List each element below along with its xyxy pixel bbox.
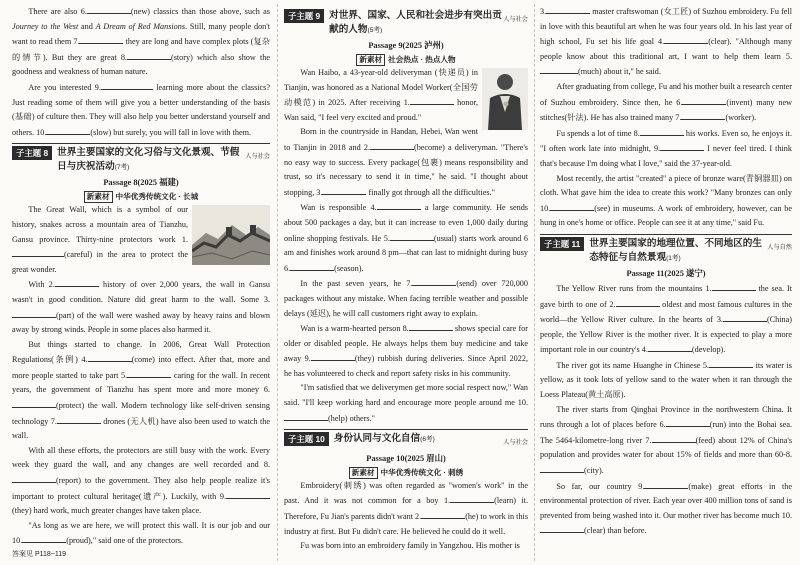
answer-blank[interactable] bbox=[409, 321, 453, 331]
subtopic-10-header bbox=[284, 429, 528, 451]
theme-label: 人与社会 bbox=[245, 153, 270, 161]
answer-blank[interactable] bbox=[450, 493, 494, 503]
answer-blank[interactable] bbox=[723, 312, 767, 322]
answer-blank[interactable] bbox=[12, 398, 56, 408]
answer-blank[interactable] bbox=[127, 368, 171, 378]
answer-blank[interactable] bbox=[666, 417, 710, 427]
answer-blank[interactable] bbox=[664, 34, 708, 44]
subtopic-tag: 子主题 10 bbox=[284, 432, 329, 446]
passage-title: Passage 8(2025 福建) bbox=[103, 178, 179, 188]
theme-label: 人与社会 bbox=[503, 16, 528, 23]
answer-blank[interactable] bbox=[46, 125, 90, 135]
subtopic-title: 对世界、国家、人民和社会进步有突出贡献的人物(5考) bbox=[329, 10, 502, 35]
answer-blank[interactable] bbox=[540, 64, 578, 74]
theme-label: 人与自然 bbox=[767, 243, 792, 251]
column-divider bbox=[534, 4, 535, 561]
subtopic-title: 世界主要国家的地理位置、不同地区的生态特征与自然景观(1考) bbox=[589, 237, 762, 263]
column-divider bbox=[277, 4, 278, 561]
paragraph: Wan is responsible 4. a large community. He sends about 500 packages a day, but it can increase to even 1,000 daily during online shopping festivals. He 5. (usual) starts work around 6 am and finishes work around 8 pm—that can last to midnight during busy 6. (season). bbox=[284, 200, 528, 276]
paragraph: With 2. history of over 2,000 years, the wall in Gansu wasn't in good condition. Nature did great harm to the wall. Some 3.(part) of the wall were washed away by heavy rains and blown away by strong winds. People in some places also harmed it. bbox=[12, 277, 270, 337]
paragraph: "As long as we are here, we will protect this wall. It is our job and our 10. (proud)," said one of the protectors. bbox=[12, 520, 270, 546]
paragraph: Wan is a warm-hearted person 8. shows special care for older or disabled people. He always helps them buy medicine and take away 9. (they) rubbish during deliveries. Since April 2022, he has volunteered to check and report safety risks in his community. bbox=[284, 321, 528, 381]
answer-blank[interactable] bbox=[421, 509, 465, 519]
paragraph: The Yellow River runs from the mountains 1. the sea. It gave birth to one of 2. oldest and most famous cultures in the world—the Yellow River culture. In the hearts of 3. (China) people, the Yellow River is the mother river. It is expected to play a more important role in our country's 4. (develop). bbox=[540, 281, 792, 358]
subtopic-11-header bbox=[540, 234, 792, 266]
answer-blank[interactable] bbox=[311, 351, 355, 361]
passage-title: Passage 11(2025 遂宁) bbox=[626, 268, 706, 278]
answer-blank[interactable] bbox=[377, 200, 421, 210]
paragraph: After graduating from college, Fu and his mother built a research center of Suzhou embroidery. Since then, he 6. (invent) many new stitches(针法). He has also trained many 7. (worker). bbox=[540, 81, 792, 123]
paragraph: The river starts from Qinghai Province in the northwestern China. It runs through a lot of places before 6. (run) into the Bohai sea. The 5464-kilometre-long river 7. (feed) about 12% of China's population and provides water for about 15% of fields and more than 60-8.(city). bbox=[540, 404, 792, 476]
deliveryman-photo bbox=[482, 68, 528, 130]
answer-blank[interactable] bbox=[127, 50, 171, 60]
paragraph: With all these efforts, the protectors are still busy with the work. Every week they guard the wall, and any changes are well recorded and 8.(report) to the government. They also help people realize it's important to protect cultural heritage(遗产). Luckily, with 9.(they) hard work, much greater changes have taken place. bbox=[12, 445, 270, 516]
paragraph: There are also 6. (new) classics than those above, such as Journey to the West and A Dream of Red Mansions. Still, many people don't want to read them 7. they are long and have complex plots (复杂的情节). But they are great 8. (story) which also show the goodness and weakness of human nature. bbox=[12, 4, 270, 80]
answer-blank[interactable] bbox=[546, 4, 590, 14]
great-wall-illustration bbox=[192, 205, 270, 265]
answer-blank[interactable] bbox=[660, 141, 704, 151]
answer-blank[interactable] bbox=[709, 358, 753, 368]
answer-blank[interactable] bbox=[22, 533, 66, 543]
material-tag: 新素材 中华优秀传统文化 · 长城 bbox=[12, 190, 270, 203]
paragraph: Fu was born into an embroidery family in Yangzhou. His mother is bbox=[300, 541, 520, 551]
answer-blank[interactable] bbox=[12, 247, 64, 257]
answer-blank[interactable] bbox=[79, 34, 123, 44]
paragraph: Fu spends a lot of time 8. his works. Even so, he enjoys it. "I often work late into midnight, 9. I never feel tired. I think that's because I'm doing what I love," said the 37-year-old. bbox=[540, 126, 792, 172]
paragraph: Born in the countryside in Handan, Hebei, Wan went to Tianjin in 2018 and 2. (become) a deliveryman. "There's no easy way to success. Every package(包裹) means responsibility and trust, so it's necessary to send it in time," he said. "I thought about stopping, 3. finally got through all the difficulties." bbox=[284, 127, 528, 197]
subtopic-8-header bbox=[12, 143, 270, 175]
answer-blank[interactable] bbox=[370, 140, 414, 150]
paragraph: 3. master craftswoman (女工匠) of Suzhou embroidery. Fu fell in love with this beautiful art when he was four years old. In his last year of high school, Fu set his life goal 4. (clear). "Although many people know about this traditional art, I want to help them learn 5.(much) about it," he said. bbox=[540, 4, 792, 80]
paragraph: Wan Haibo, a 43-year-old deliveryman (快递员) in Tianjin, was honored as a National Model Worker(全国劳动模范) in 2025. After receiving 1. honor, Wan said, "I feel very excited and proud." bbox=[284, 68, 478, 122]
answer-blank[interactable] bbox=[648, 342, 692, 352]
paragraph: But things started to change. In 2006, Great Wall Protection Regulations(条例) 4. (come) into effect. After that, more and more people started to take part 5. caring for the wall. In recent years, the government of Tianzhu has spent more and more money 6.(protect) the wall. Modern technology like self-driven sensing technology 7. drones (无人机) have also been used to watch the wall. bbox=[12, 339, 270, 441]
subtopic-9-header bbox=[284, 7, 528, 38]
subtopic-title: 世界主要国家的文化习俗与文化景观、节假日与庆祝活动(7考) bbox=[57, 147, 240, 173]
answer-blank[interactable] bbox=[412, 276, 456, 286]
answer-blank[interactable] bbox=[55, 277, 99, 287]
material-tag: 新素材 社会热点 · 热点人物 bbox=[284, 53, 528, 66]
column-right bbox=[540, 4, 792, 561]
answer-blank[interactable] bbox=[616, 297, 660, 307]
answer-blank[interactable] bbox=[712, 281, 756, 291]
column-left bbox=[12, 4, 270, 561]
answer-blank[interactable] bbox=[12, 308, 56, 318]
answer-blank[interactable] bbox=[284, 411, 328, 421]
theme-label: 人与社会 bbox=[503, 439, 528, 447]
material-tag: 新素材 中华优秀传统文化 · 刺绣 bbox=[284, 466, 528, 479]
answer-blank[interactable] bbox=[644, 479, 688, 489]
answer-reference: 答案见 P118~119 bbox=[12, 551, 67, 558]
answer-blank[interactable] bbox=[540, 463, 584, 473]
passage-title: Passage 10(2025 眉山) bbox=[366, 453, 446, 463]
answer-blank[interactable] bbox=[682, 95, 726, 105]
paragraph: Are you interested 9. learning more about the classics? Just reading some of them will give you a better understanding of the basis (基础) of culture then. They will also help you better understand yourself and others. 10. (slow) but surely, you will fall in love with them. bbox=[12, 80, 270, 140]
paragraph: In the past seven years, he 7. (send) over 720,000 packages without any mistake. When facing terrible weather and possible delays (延迟), he will call customers right away to explain. bbox=[284, 276, 528, 321]
answer-blank[interactable] bbox=[88, 352, 132, 362]
answer-blank[interactable] bbox=[640, 126, 684, 136]
paragraph: The Great Wall, which is a symbol of our history, snakes across a mountain area of Tianzhu, Gansu province. Thirty-nine protectors work 1.(careful) in the area to protect the great wonder. bbox=[12, 205, 188, 274]
paragraph: "I'm satisfied that we deliverymen get more social respect now," Wan said. "I'll keep working hard and encourage more people around me 10.(help) others." bbox=[284, 383, 528, 423]
paragraph: Most recently, the artist "created" a piece of bronze ware(青铜器皿) on cloth. What gave him the idea to create this work? "Many bronzes can only 10. (see) in museums. A work of embroidery, however, can be hung in one's home or office. People can see it at any time," said Fu. bbox=[540, 173, 792, 228]
passage-title: Passage 9(2025 泸州) bbox=[368, 41, 444, 50]
subtopic-tag: 子主题 11 bbox=[540, 237, 584, 251]
answer-blank[interactable] bbox=[390, 231, 434, 241]
answer-blank[interactable] bbox=[550, 201, 594, 211]
answer-blank[interactable] bbox=[322, 185, 366, 195]
answer-blank[interactable] bbox=[57, 414, 101, 424]
subtopic-title: 身份认同与文化自信(6考) bbox=[333, 433, 435, 445]
answer-blank[interactable] bbox=[410, 95, 454, 105]
answer-blank[interactable] bbox=[540, 523, 584, 533]
answer-blank[interactable] bbox=[87, 4, 131, 14]
paragraph: The river got its name Huanghe in Chinese 5. its water is yellow, as it took lots of yellow sand to the water when it ran through the Loess Plateau(黄土高原). bbox=[540, 358, 792, 403]
paragraph: So far, our country 9. (make) great efforts in the environmental protection of river. Each year over 400 million tons of sand is prevented from being washed into it. Our mother river has become much 10.(clear) than before. bbox=[540, 479, 792, 539]
answer-blank[interactable] bbox=[290, 261, 334, 271]
answer-blank[interactable] bbox=[652, 433, 696, 443]
paragraph: Embroidery(刺绣) was often regarded as "women's work" in the past. And it was not common for a boy 1. (learn) it. Therefore, Fu Jian's parents didn't want 2. (he) to work in this industry at first. But Fu didn't care. He believed he could do it well. bbox=[284, 480, 528, 536]
subtopic-tag: 子主题 9 bbox=[284, 9, 324, 23]
subtopic-tag: 子主题 8 bbox=[12, 146, 52, 160]
answer-blank[interactable] bbox=[681, 110, 725, 120]
column-middle bbox=[284, 4, 528, 561]
answer-blank[interactable] bbox=[101, 80, 153, 90]
answer-blank[interactable] bbox=[226, 489, 270, 499]
answer-blank[interactable] bbox=[12, 473, 56, 483]
